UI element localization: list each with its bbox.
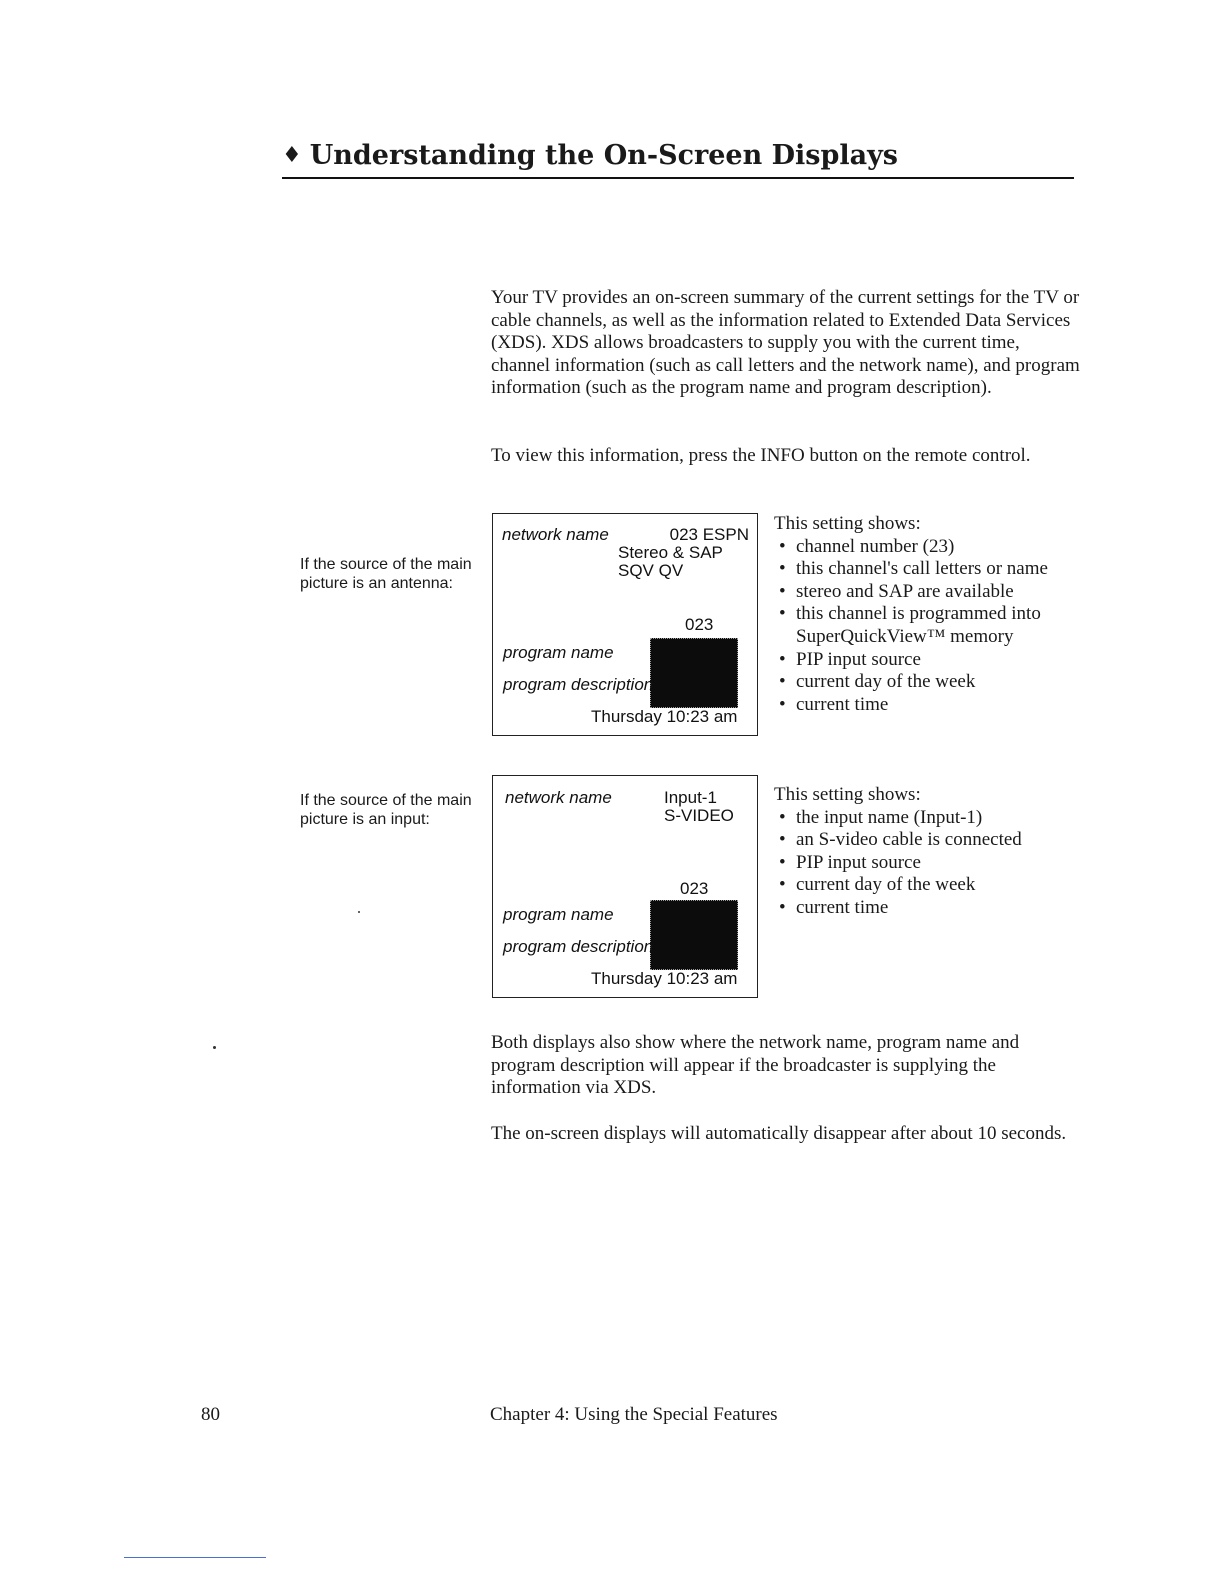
network-name-placeholder: network name	[505, 788, 612, 807]
day-time-readout: Thursday 10:23 am	[591, 969, 738, 988]
page-number: 80	[201, 1404, 220, 1425]
pip-window	[650, 900, 738, 970]
scan-speck	[358, 911, 360, 913]
program-description-placeholder: program description	[503, 937, 654, 956]
shows-heading: This setting shows:	[774, 784, 921, 805]
antenna-settings-list	[774, 513, 1084, 716]
closing-paragraph-2: The on-screen displays will automatically disappear after about 10 seconds.	[491, 1123, 1067, 1144]
bottom-rule	[124, 1557, 266, 1558]
antenna-onscreen-display	[492, 513, 758, 736]
list-item: • current day of the week	[774, 671, 1084, 694]
antenna-source-label: If the source of the main picture is an antenna:	[300, 556, 472, 592]
program-description-placeholder: program description	[503, 675, 654, 694]
intro-paragraph-2: To view this information, press the INFO button on the remote control.	[491, 445, 1031, 466]
list-item: • current day of the week	[774, 874, 1084, 897]
pip-channel-number: 023	[685, 615, 714, 634]
input-name: Input-1	[664, 788, 717, 807]
list-item: • the input name (Input-1)	[774, 807, 1084, 830]
page-title: Understanding the On-Screen Displays	[309, 140, 899, 171]
channel-call-letters: 023 ESPN	[669, 525, 749, 544]
list-item: • stereo and SAP are available	[774, 581, 1084, 604]
input-source-label: If the source of the main picture is an input:	[300, 792, 472, 828]
intro-paragraph-1: Your TV provides an on-screen summary of the current settings for the TV or cable channels, as well as the information related to Extended Data Services (XDS). XDS allows broadcasters to supply you with the current time, channel information (such as call letters and the network name), and program information (such as the program name and program description).	[491, 287, 1080, 399]
list-item: • this channel is programmed into SuperQuickView™ memory	[774, 603, 1084, 648]
list-item: • channel number (23)	[774, 536, 1084, 559]
input-onscreen-display	[492, 775, 758, 998]
pip-window	[650, 638, 738, 708]
chapter-footer: Chapter 4: Using the Special Features	[490, 1404, 778, 1425]
list-item: • PIP input source	[774, 649, 1084, 672]
list-item: • this channel's call letters or name	[774, 558, 1084, 581]
input-settings-list	[774, 784, 1084, 920]
day-time-readout: Thursday 10:23 am	[591, 707, 738, 726]
program-name-placeholder: program name	[503, 905, 614, 924]
network-name-placeholder: network name	[502, 525, 609, 544]
list-item: • current time	[774, 694, 1084, 717]
list-item: • an S-video cable is connected	[774, 829, 1084, 852]
program-name-placeholder: program name	[503, 643, 614, 662]
shows-heading: This setting shows:	[774, 513, 921, 534]
page-heading	[282, 138, 1074, 179]
closing-paragraph-1: Both displays also show where the network name, program name and program description will appear if the broadcaster is supplying the information via XDS.	[491, 1032, 1020, 1099]
sqv-status: SQV QV	[618, 561, 684, 580]
diamond-bullet-icon: ♦	[282, 142, 302, 168]
list-item: • PIP input source	[774, 852, 1084, 875]
list-item: • current time	[774, 897, 1084, 920]
audio-status: Stereo & SAP	[618, 543, 723, 562]
video-type: S-VIDEO	[664, 806, 734, 825]
scan-speck	[213, 1046, 216, 1049]
pip-channel-number: 023	[680, 879, 709, 898]
